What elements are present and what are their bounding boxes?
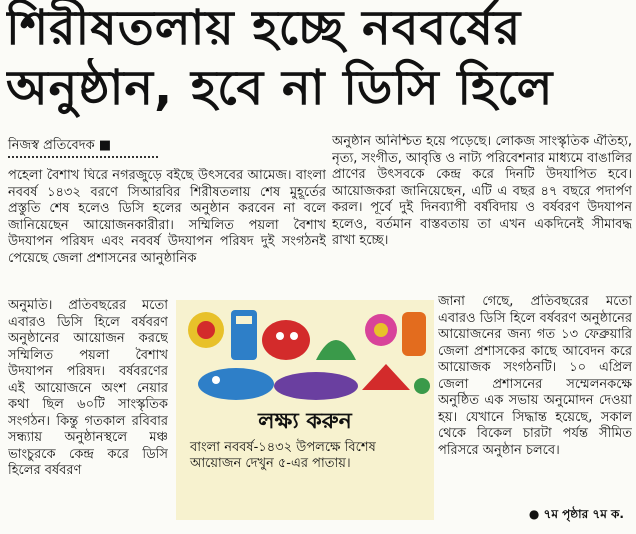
article-left-column: পহেলা বৈশাখ ঘিরে নগরজুড়ে বইছে উৎসবের আমেজ। বাংলা নববর্ষ ১৪৩২ বরণে সিআরবির শিরীষতলায় শেষ মুহূর্তের প্রস্তুতি শেষ হলেও ডিসি হলের অনুষ্ঠান করবেন না বলে জানিয়েছেন আয়োজনকারীরা। সম্মিলিত পয়লা বৈশাখ উদযাপন পরিষদ এবং নববর্ষ উদযাপন পরিষদ দুই সংগঠনই পেয়েছে জেলা প্রশাসনের আনুষ্ঠানিক: [8, 168, 326, 266]
byline-divider: [8, 154, 158, 158]
headline-line-2: অনুষ্ঠান, হবে না ডিসি হিলে: [6, 60, 554, 116]
continued-reference: ● ৭ম পৃষ্ঠার ৭ম ক.: [528, 507, 624, 521]
headline-line-1: শিরীষতলায় হচ্ছে নববর্ষের: [6, 0, 522, 56]
notice-title: লক্ষ্য করুন: [258, 409, 352, 434]
article-right-column: অনুষ্ঠান অনিশ্চিত হয়ে পড়েছে। লোকজ সাংস্কৃতিক ঐতিহ্য, নৃত্য, সংগীত, আবৃত্তি ও নাট্য পরিবেশনার মাধ্যমে বাঙালির প্রাণের উৎসবকে কেন্দ্র করে দিনটি উদযাপিত হবে। আয়োজকরা জানিয়েছেন, এটি এ বছর ৪৭ বছরে পদার্পণ করল। পূর্বে দুই দিনব্যাপী বর্ষবিদায় ও বর্ষবরণ উদযাপন হলেও, বর্তমান বাস্তবতায় তা এখন একদিনেই সীমাবদ্ধ রাখা হচ্ছে।: [332, 134, 632, 248]
byline: নিজস্ব প্রতিবেদক ■: [8, 138, 112, 153]
article-right-narrow-column: জানা গেছে, প্রতিবছরের মতো এবারও ডিসি হিলে বর্ষবরণ অনুষ্ঠানের আয়োজনের জন্য গত ১৩ ফেব্রুয়ারি জেলা প্রশাসকের কাছে আবেদন করে আয়োজক সংগঠনটি। ১০ এপ্রিল জেলা প্রশাসনের সম্মেলনকক্ষে অনুষ্ঠিত এক সভায় অনুমোদন দেওয়া হয়। যেখানে সিদ্ধান্ত হয়েছে, সকাল থেকে বিকেল চারটা পর্যন্ত সীমিত পরিসরে অনুষ্ঠান চলবে।: [438, 294, 632, 458]
notice-box: [176, 300, 434, 520]
notice-text: বাংলা নববর্ষ-১৪৩২ উপলক্ষে বিশেষ আয়োজন দেখুন ৫-এর পাতায়।: [190, 440, 376, 471]
article-left-narrow-column: অনুমতি। প্রতিবছরের মতো এবারও ডিসি হিলে বর্ষবরণ অনুষ্ঠানের আয়োজন করছে সম্মিলিত পয়লা বৈশাখ উদযাপন পরিষদ। বর্ষবরণের এই আয়োজনে অংশ নেয়ার কথা ছিল ৬০টি সাংস্কৃতিক সংগঠন। কিন্তু গতকাল রবিবার সন্ধ্যায় অনুষ্ঠানস্থলে মঞ্চ ভাংচুরকে কেন্দ্র করে ডিসি হিলের বর্ষবরণ: [8, 298, 168, 478]
folk-art-illustration: [176, 300, 434, 404]
